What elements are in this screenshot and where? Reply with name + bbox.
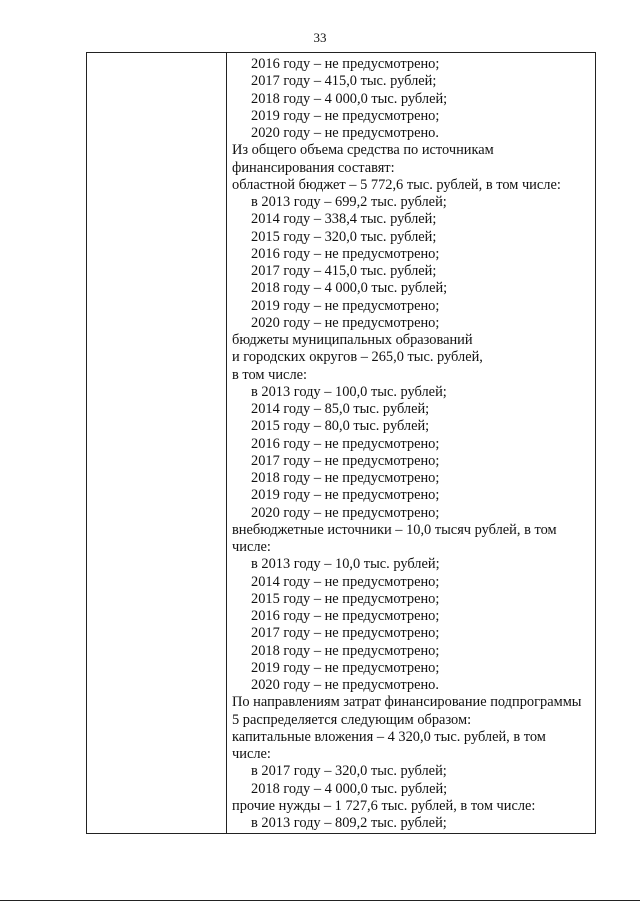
table-left-column (87, 53, 227, 833)
text-line: 2017 году – не предусмотрено; (251, 625, 440, 642)
text-line: в 2013 году – 10,0 тыс. рублей; (251, 556, 440, 573)
text-line: 2017 году – 415,0 тыс. рублей; (251, 73, 437, 90)
text-line: 5 распределяется следующим образом: (232, 711, 472, 728)
text-line: 2018 году – 4 000,0 тыс. рублей; (251, 90, 448, 107)
page-number: 33 (313, 30, 327, 45)
text-line: в 2013 году – 699,2 тыс. рублей; (251, 194, 447, 210)
text-line: 2016 году – не предусмотрено; (251, 245, 440, 262)
text-line: внебюджетные источники – 10,0 тысяч рублей, в том (232, 521, 557, 538)
text-line: 2017 году – 415,0 тыс. рублей; (251, 263, 437, 279)
text-line: 2016 году – не предусмотрено; (251, 608, 440, 624)
text-line: в 2013 году – 809,2 тыс. рублей; (251, 815, 447, 831)
text-line: числе: (232, 539, 271, 555)
text-line: 2020 году – не предусмотрено. (251, 125, 439, 141)
text-line: 2019 году – не предусмотрено; (251, 487, 440, 504)
text-line: 2017 году – не предусмотрено; (251, 452, 440, 469)
text-line: 2015 году – не предусмотрено; (251, 590, 440, 607)
text-line: 2020 году – не предусмотрено. (251, 677, 439, 693)
text-line: 2016 году – не предусмотрено; (251, 435, 440, 452)
text-line: в 2017 году – 320,0 тыс. рублей; (251, 763, 447, 780)
text-line: в том числе: (232, 366, 308, 383)
text-line: 2020 году – не предусмотрено; (251, 314, 440, 331)
text-line: 2019 году – не предусмотрено; (251, 297, 440, 314)
text-line: 2015 году – 80,0 тыс. рублей; (251, 418, 430, 435)
text-line: По направлениям затрат финансирование подпрограммы (232, 694, 582, 711)
text-line: в 2013 году – 100,0 тыс. рублей; (251, 383, 447, 400)
text-line: и городских округов – 265,0 тыс. рублей, (232, 349, 483, 366)
text-line: 2014 году – 338,4 тыс. рублей; (251, 211, 437, 228)
table-right-column (227, 56, 595, 833)
text-line: Из общего объема средства по источникам (232, 142, 494, 159)
text-line: бюджеты муниципальных образований (232, 332, 473, 348)
text-line: 2018 году – 4 000,0 тыс. рублей; (251, 280, 448, 297)
text-line: финансирования составят: (232, 159, 395, 176)
document-table (86, 52, 596, 834)
text-line: 2018 году – не предусмотрено; (251, 642, 440, 659)
text-line: 2014 году – не предусмотрено; (251, 573, 440, 590)
text-line: 2020 году – не предусмотрено; (251, 504, 440, 521)
text-line: 2014 году – 85,0 тыс. рублей; (251, 401, 430, 417)
text-line: 2019 году – не предусмотрено; (251, 659, 440, 676)
text-line: числе: (232, 746, 271, 762)
text-line: областной бюджет – 5 772,6 тыс. рублей, в том числе: (232, 176, 561, 193)
text-line: прочие нужды – 1 727,6 тыс. рублей, в том числе: (232, 797, 536, 814)
text-line: 2019 году – не предусмотрено; (251, 107, 440, 124)
text-line: капитальные вложения – 4 320,0 тыс. рублей, в том (232, 728, 546, 745)
text-line: 2015 году – 320,0 тыс. рублей; (251, 228, 437, 245)
page-bottom-rule (0, 900, 640, 901)
text-line: 2018 году – 4 000,0 тыс. рублей; (251, 780, 448, 797)
text-line: 2016 году – не предусмотрено; (251, 56, 440, 72)
text-line: 2018 году – не предусмотрено; (251, 470, 440, 486)
